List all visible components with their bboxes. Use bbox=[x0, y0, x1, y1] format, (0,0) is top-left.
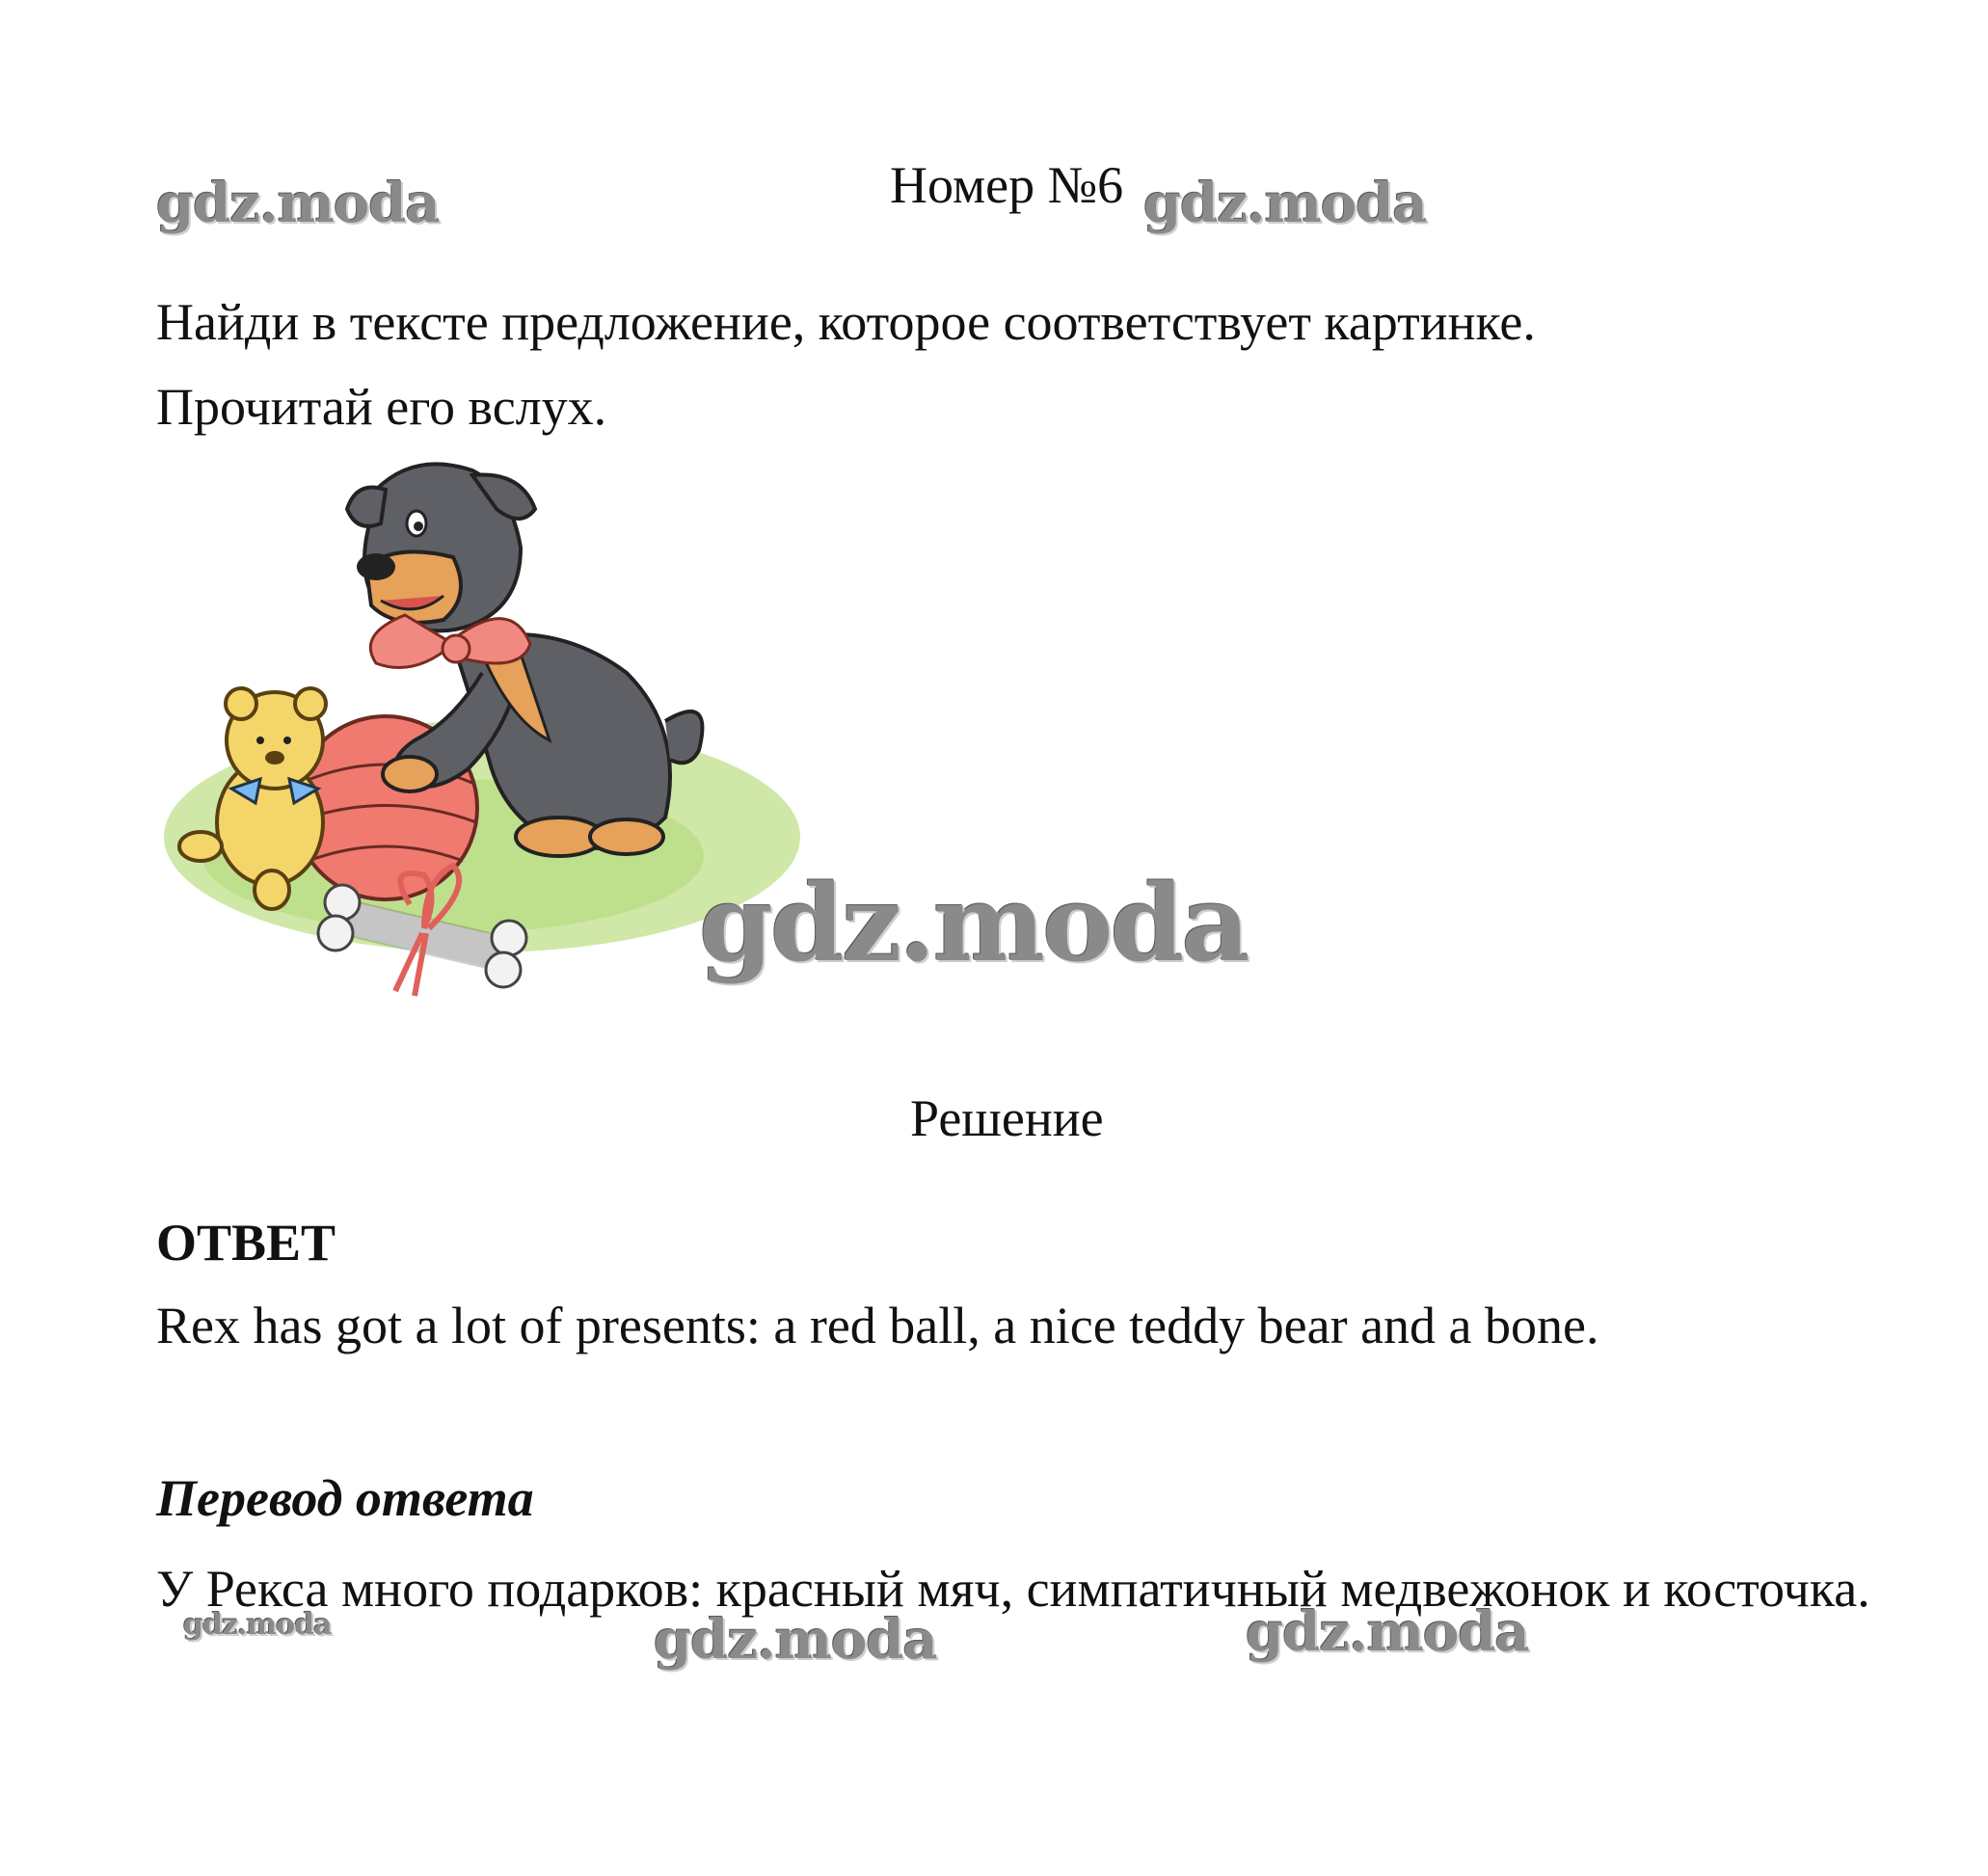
watermark: gdz.moda bbox=[183, 1608, 332, 1642]
watermark: gdz.moda bbox=[699, 861, 1248, 985]
watermark: gdz.moda bbox=[654, 1608, 937, 1672]
page-title: Номер №6 bbox=[890, 156, 1124, 214]
task-line-2: Прочитай его вслух. bbox=[156, 378, 607, 436]
solution-heading: Решение bbox=[910, 1089, 1104, 1147]
task-line-1: Найди в тексте предложение, которое соответствует картинке. bbox=[156, 293, 1536, 351]
watermark: gdz.moda bbox=[156, 172, 440, 235]
task-instructions bbox=[156, 280, 1892, 449]
translation-label: Перевод ответа bbox=[156, 1469, 534, 1527]
translation-text: У Рекса много подарков: красный мяч, симпатичный медвежонок и косточка. bbox=[156, 1560, 1870, 1618]
answer-label: ОТВЕТ bbox=[156, 1214, 336, 1272]
watermark: gdz.moda bbox=[1246, 1600, 1529, 1664]
answer-text: Rex has got a lot of presents: a red ball, a nice teddy bear and a bone. bbox=[156, 1297, 1599, 1354]
watermark: gdz.moda bbox=[1143, 172, 1427, 235]
